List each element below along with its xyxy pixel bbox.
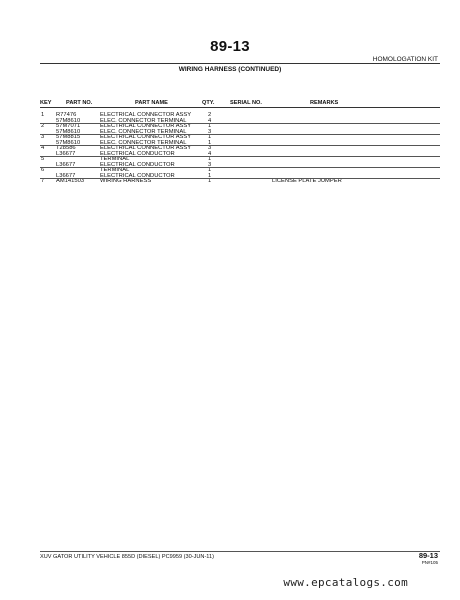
cell-part-name: ELECTRICAL CONDUCTOR xyxy=(100,150,175,157)
cell-qty: 2 xyxy=(208,112,212,118)
row-divider xyxy=(40,123,440,124)
cell-key: 6 xyxy=(41,167,45,173)
cell-part-no: L36677 xyxy=(56,161,76,168)
header-key: KEY xyxy=(40,100,52,106)
row-divider xyxy=(40,134,440,135)
footer-rule xyxy=(40,551,440,552)
cell-key: 3 xyxy=(41,134,45,140)
cell-key: 7 xyxy=(41,178,45,184)
cell-part-no: 57M8815 xyxy=(56,134,81,140)
cell-part-name: ELECTRICAL CONNECTOR ASSY xyxy=(100,123,192,129)
cell-part-name: ELECTRICAL CONDUCTOR xyxy=(100,172,175,179)
cell-part-name: ELECTRICAL CONNECTOR ASSY xyxy=(100,134,192,140)
footer-page-number: 89-13 xyxy=(418,551,438,560)
cell-qty: 1 xyxy=(208,178,212,184)
header-rule xyxy=(40,107,440,108)
row-divider xyxy=(40,178,440,179)
cell-part-no: 57M7071 xyxy=(56,123,81,129)
header-remarks: REMARKS xyxy=(310,100,339,106)
cell-part-name: ELEC. CONNECTOR TERMINAL xyxy=(100,139,187,146)
cell-part-name: ELECTRICAL CONNECTOR ASSY xyxy=(100,112,192,118)
header-serial-no: SERIAL NO. xyxy=(230,100,262,106)
cell-part-name: ELEC. CONNECTOR TERMINAL xyxy=(100,117,187,124)
cell-part-no: T28586 xyxy=(56,145,76,151)
cell-key: 4 xyxy=(41,145,45,151)
cell-qty: 1 xyxy=(208,134,212,140)
watermark: www.epcatalogs.com xyxy=(283,576,408,589)
cell-part-no: AM141503 xyxy=(56,178,85,184)
header-part-no: PART NO. xyxy=(66,100,93,106)
row-divider xyxy=(40,145,440,146)
cell-part-no: R77476 xyxy=(56,112,77,118)
cell-key: 1 xyxy=(41,112,45,118)
top-rule xyxy=(40,63,440,64)
cell-part-name: ELECTRICAL CONDUCTOR xyxy=(100,161,175,168)
cell-qty: 4 xyxy=(208,150,212,157)
cell-part-no: 57M8610 xyxy=(56,139,81,146)
cell-key: 5 xyxy=(41,156,45,162)
document-subtitle: WIRING HARNESS (CONTINUED) xyxy=(178,66,282,73)
cell-qty: 1 xyxy=(208,123,212,129)
cell-key: 2 xyxy=(41,123,45,129)
header-part-name: PART NAME xyxy=(135,100,168,106)
cell-remarks: LICENSE PLATE JUMPER xyxy=(272,178,342,184)
cell-part-no: L36677 xyxy=(56,172,76,179)
cell-part-no: L36677 xyxy=(56,150,76,157)
row-divider xyxy=(40,156,440,157)
cell-qty: 3 xyxy=(208,161,212,168)
cell-qty: 4 xyxy=(208,117,212,124)
cell-part-no: 57M8610 xyxy=(56,128,81,135)
footer-document-info: XUV GATOR UTILITY VEHICLE 855D (DIESEL) PC9959 (30-JUN-11) xyxy=(40,554,214,560)
footer-code: PN#105 xyxy=(421,560,438,565)
section-label: HOMOLOGATION KIT xyxy=(372,56,438,63)
cell-qty: 1 xyxy=(208,156,212,162)
cell-qty: 1 xyxy=(208,167,212,173)
cell-part-no: 57M8610 xyxy=(56,117,81,124)
cell-part-name: ELECTRICAL CONNECTOR ASSY xyxy=(100,145,192,151)
row-divider xyxy=(40,167,440,168)
cell-part-name: TERMINAL xyxy=(100,167,130,173)
cell-part-name: ELEC. CONNECTOR TERMINAL xyxy=(100,128,187,135)
cell-qty: 1 xyxy=(208,172,212,179)
cell-part-name: TERMINAL xyxy=(100,156,130,162)
header-qty: QTY. xyxy=(202,100,215,106)
page-title: 89-13 xyxy=(210,38,250,55)
cell-part-name: WIRING HARNESS xyxy=(100,178,152,184)
cell-qty: 3 xyxy=(208,128,212,135)
cell-qty: 3 xyxy=(208,145,212,151)
cell-qty: 1 xyxy=(208,139,212,146)
